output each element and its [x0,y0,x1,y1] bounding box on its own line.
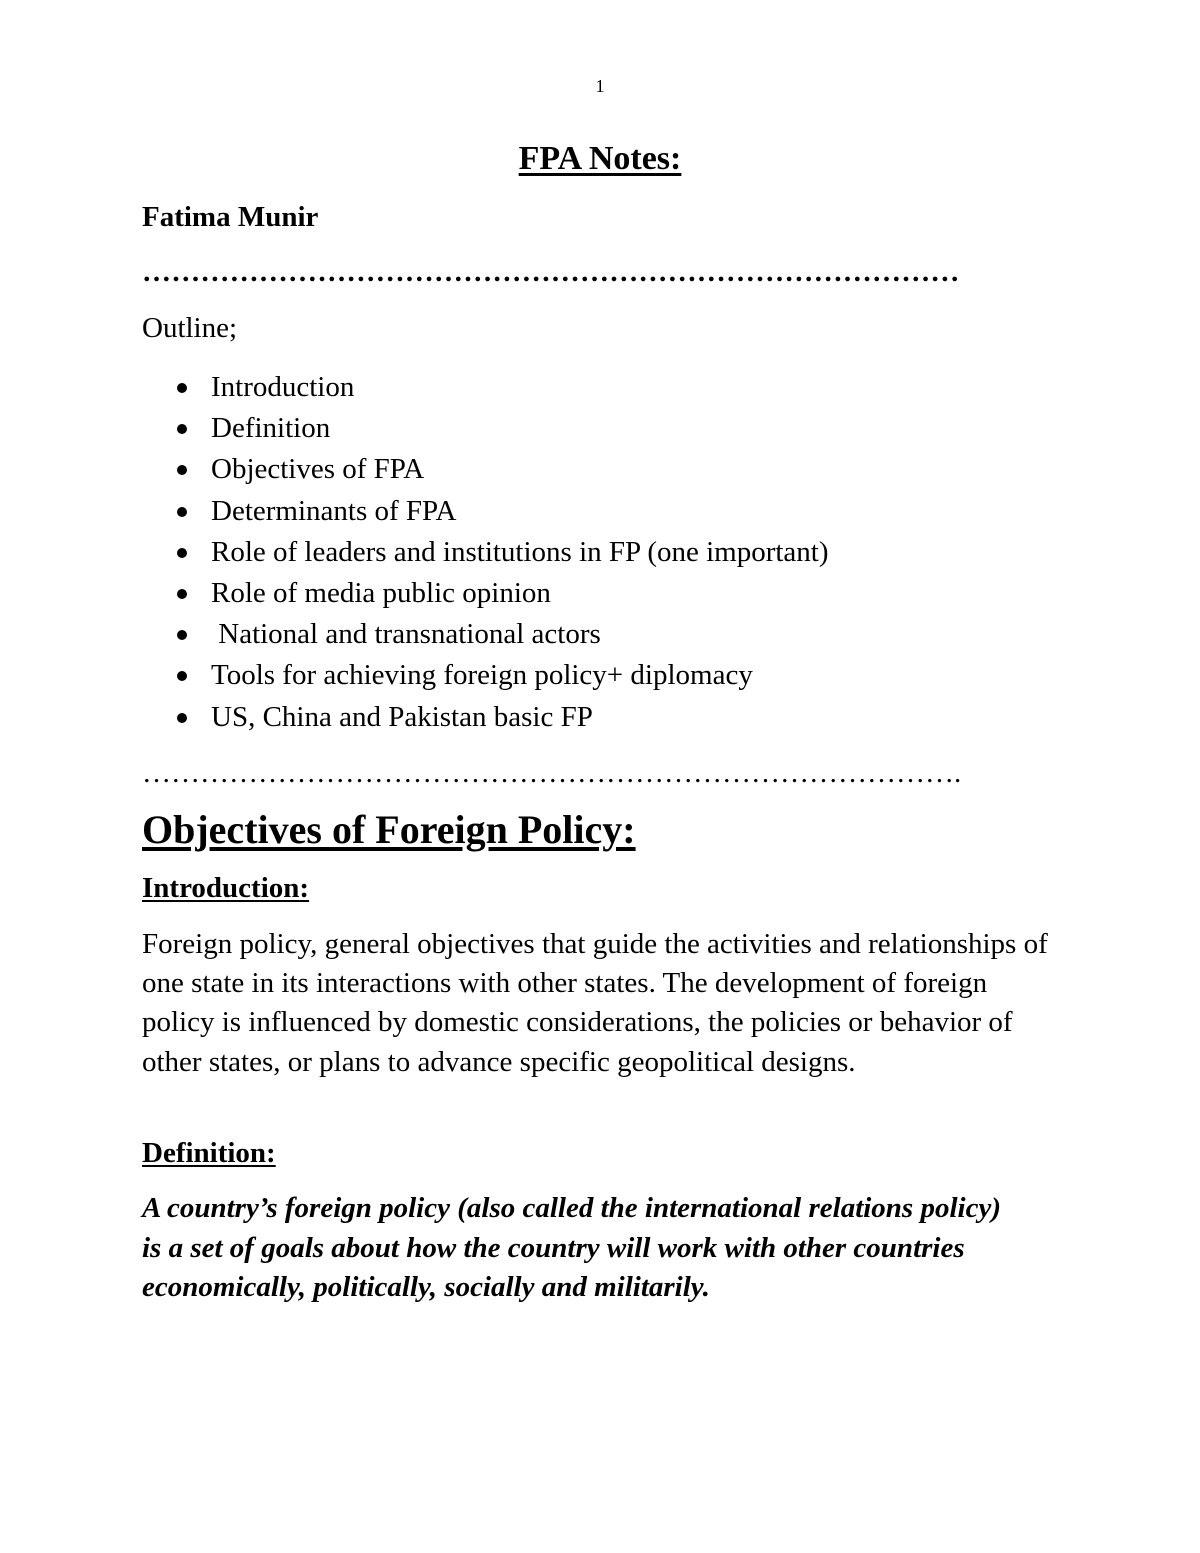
definition-heading: Definition: [142,1137,276,1169]
outline-item-text: Objectives of FPA [211,453,425,486]
outline-label: Outline; [142,312,238,344]
author-name: Fatima Munir [142,201,319,233]
bullet-icon [177,465,187,475]
outline-item-text: Tools for achieving foreign policy+ diplomacy [211,659,753,692]
outline-list [142,367,829,738]
introduction-paragraph: Foreign policy, general objectives that guide the activities and relationships of one state in its interactions with other states. The development of foreign policy is influenced by domestic considerations, the policies or behavior of other states, or plans to advance specific geopolitical designs. [142,928,1048,1078]
outline-item [142,697,829,738]
bullet-icon [177,713,187,723]
document-title: FPA Notes: [518,140,682,177]
outline-item-text: Definition [211,412,331,445]
outline-item-text: Introduction [211,371,355,403]
bullet-icon [177,507,187,517]
outline-item-text: National and transnational actors [211,618,601,651]
outline-item [142,532,829,573]
outline-item [142,614,829,655]
bullet-icon [177,424,187,434]
outline-item-text: Determinants of FPA [211,494,457,527]
page-number: 1 [595,76,605,96]
definition-paragraph: A country’s foreign policy (also called the international relations policy) is a set of goals about how the country will work with other countries economically, politically, socially and militarily. [142,1192,1001,1303]
bullet-icon [177,630,187,640]
separator-bold: ………………………………………………………………………… [142,256,960,288]
outline-item [142,449,829,490]
bullet-icon [177,671,187,681]
section-heading: Objectives of Foreign Policy: [142,807,636,852]
outline-item-text: Role of leaders and institutions in FP (one important) [211,535,829,568]
separator-plain: …………………………………………………………………………. [142,757,962,789]
outline-item-text: US, China and Pakistan basic FP [211,700,593,733]
outline-item-text: Role of media public opinion [211,576,551,609]
bullet-icon [177,548,187,558]
outline-item [142,573,829,614]
outline-item [142,491,829,532]
outline-item [142,408,829,449]
outline-item [142,655,829,696]
bullet-icon [177,589,187,599]
outline-item [142,367,829,408]
introduction-heading: Introduction: [142,872,310,904]
bullet-icon [177,383,187,393]
